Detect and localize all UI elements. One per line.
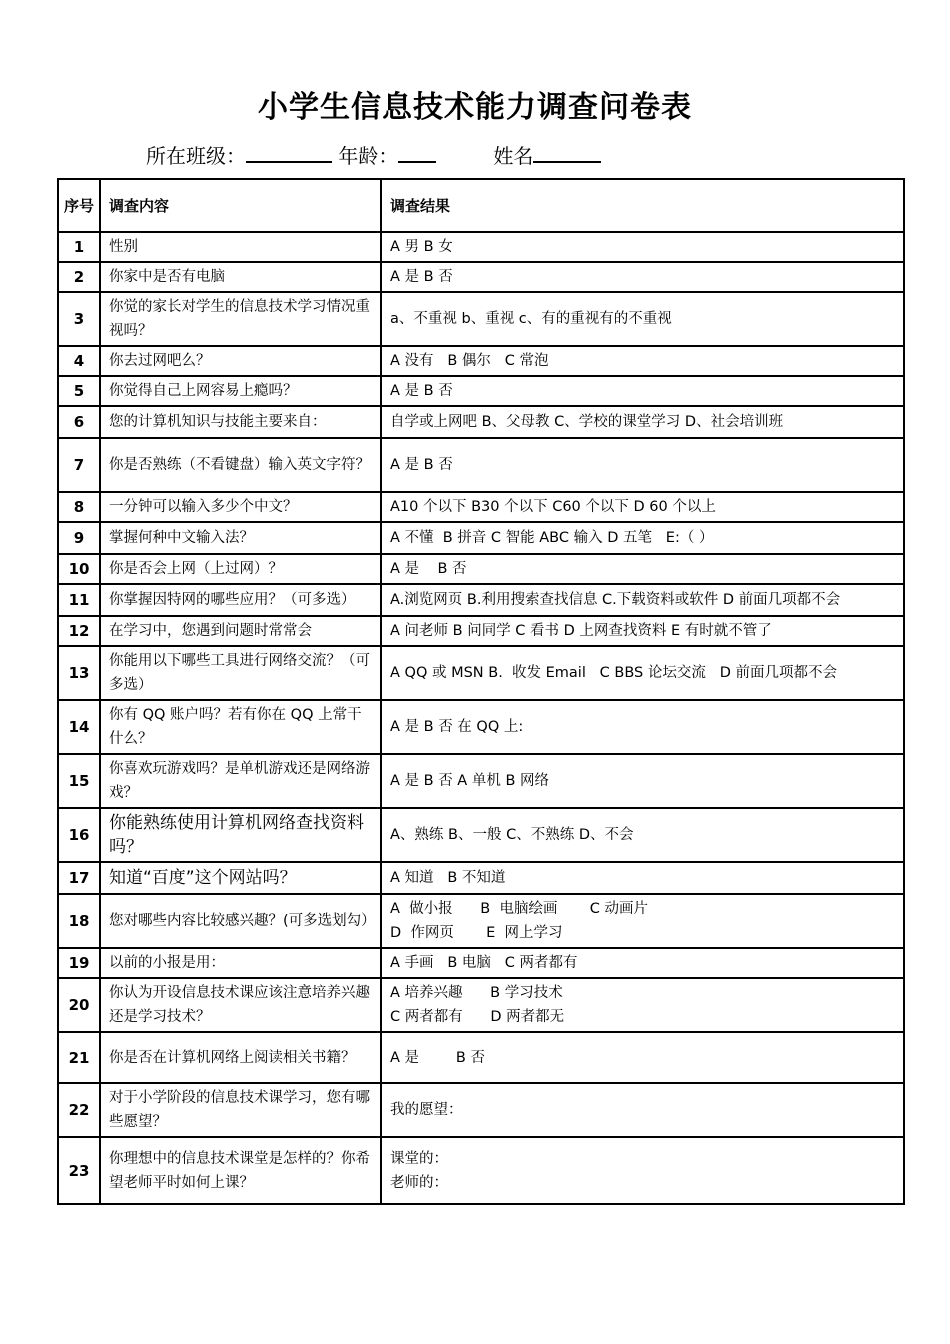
answer-cell[interactable]: a、不重视 b、重视 c、有的重视有的不重视 [381, 292, 904, 346]
table-row [58, 406, 904, 438]
row-number: 9 [58, 522, 100, 554]
row-number: 1 [58, 232, 100, 262]
question-cell: 你认为开设信息技术课应该注意培养兴趣还是学习技术？ [100, 978, 381, 1032]
row-number: 3 [58, 292, 100, 346]
question-cell: 你觉得自己上网容易上瘾吗？ [100, 376, 381, 406]
answer-line-1: A 培养兴趣 B 学习技术 [390, 985, 563, 1001]
answer-cell[interactable]: 自学或上网吧 B、父母教 C、学校的课堂学习 D、社会培训班 [381, 406, 904, 438]
row-number: 18 [58, 894, 100, 948]
row-number: 16 [58, 808, 100, 862]
table-row [58, 438, 904, 492]
answer-cell[interactable] [381, 894, 904, 948]
row-number: 15 [58, 754, 100, 808]
answer-cell[interactable]: A 是 B 否 [381, 1032, 904, 1083]
table-row [58, 346, 904, 376]
answer-cell[interactable]: A 是 B 否 [381, 262, 904, 292]
row-number: 10 [58, 554, 100, 584]
row-number: 12 [58, 616, 100, 646]
table-row [58, 492, 904, 522]
row-number: 14 [58, 700, 100, 754]
question-cell: 你去过网吧么？ [100, 346, 381, 376]
question-cell: 你是否在计算机网络上阅读相关书籍？ [100, 1032, 381, 1083]
question-cell: 对于小学阶段的信息技术课学习，您有哪些愿望？ [100, 1083, 381, 1137]
question-cell: 在学习中，您遇到问题时常常会 [100, 616, 381, 646]
question-cell: 您的计算机知识与技能主要来自： [100, 406, 381, 438]
question-cell: 你喜欢玩游戏吗？是单机游戏还是网络游戏？ [100, 754, 381, 808]
survey-table [57, 178, 905, 1205]
question-cell: 知道“百度”这个网站吗？ [100, 862, 381, 894]
row-number: 8 [58, 492, 100, 522]
question-cell: 你觉的家长对学生的信息技术学习情况重视吗？ [100, 292, 381, 346]
table-row [58, 584, 904, 616]
table-row [58, 1137, 904, 1204]
answer-line-2: C 两者都有 D 两者都无 [390, 1009, 565, 1025]
table-row [58, 862, 904, 894]
question-cell: 性别 [100, 232, 381, 262]
answer-cell[interactable] [381, 978, 904, 1032]
answer-cell[interactable]: A 没有 B 偶尔 C 常泡 [381, 346, 904, 376]
answer-cell[interactable]: A 是 B 否 A 单机 B 网络 [381, 754, 904, 808]
table-row [58, 1083, 904, 1137]
table-row [58, 262, 904, 292]
row-number: 21 [58, 1032, 100, 1083]
answer-cell[interactable]: A 男 B 女 [381, 232, 904, 262]
row-number: 23 [58, 1137, 100, 1204]
question-cell: 你有 QQ 账户吗？若有你在 QQ 上常干什么？ [100, 700, 381, 754]
answer-line-1: 课堂的： [390, 1150, 448, 1167]
header-content: 调查内容 [100, 179, 381, 232]
question-cell: 掌握何种中文输入法？ [100, 522, 381, 554]
table-row [58, 978, 904, 1032]
table-row [58, 376, 904, 406]
question-cell: 以前的小报是用： [100, 948, 381, 978]
answer-cell[interactable]: A 不懂 B 拼音 C 智能 ABC 输入 D 五笔 E:（ ） [381, 522, 904, 554]
table-row [58, 522, 904, 554]
question-cell: 你能熟练使用计算机网络查找资料吗？ [100, 808, 381, 862]
question-cell: 你家中是否有电脑 [100, 262, 381, 292]
answer-cell[interactable]: A、熟练 B、一般 C、不熟练 D、不会 [381, 808, 904, 862]
table-row [58, 554, 904, 584]
table-row [58, 1032, 904, 1083]
answer-cell[interactable]: A 问老师 B 问同学 C 看书 D 上网查找资料 E 有时就不管了 [381, 616, 904, 646]
table-row [58, 292, 904, 346]
answer-cell[interactable]: A.浏览网页 B.利用搜索查找信息 C.下载资料或软件 D 前面几项都不会 [381, 584, 904, 616]
question-cell: 一分钟可以输入多少个中文？ [100, 492, 381, 522]
row-number: 13 [58, 646, 100, 700]
name-blank[interactable] [533, 143, 601, 163]
answer-cell[interactable]: A 知道 B 不知道 [381, 862, 904, 894]
answer-cell[interactable]: A 是 B 否 [381, 554, 904, 584]
class-blank[interactable] [246, 143, 332, 163]
answer-cell[interactable]: A10 个以下 B30 个以下 C60 个以下 D 60 个以上 [381, 492, 904, 522]
row-number: 2 [58, 262, 100, 292]
table-row [58, 894, 904, 948]
page-title: 小学生信息技术能力调查问卷表 [258, 90, 692, 125]
class-label: 所在班级： [146, 144, 246, 168]
row-number: 11 [58, 584, 100, 616]
question-cell: 你是否熟练（不看键盘）输入英文字符？ [100, 438, 381, 492]
header-num: 序号 [58, 179, 100, 232]
name-label: 姓名 [493, 144, 534, 168]
answer-cell[interactable]: A 是 B 否 [381, 376, 904, 406]
table-row [58, 646, 904, 700]
row-number: 7 [58, 438, 100, 492]
row-number: 17 [58, 862, 100, 894]
row-number: 6 [58, 406, 100, 438]
table-row [58, 616, 904, 646]
answer-cell[interactable]: A QQ 或 MSN B. 收发 Email C BBS 论坛交流 D 前面几项都不会 [381, 646, 904, 700]
answer-line-2: 老师的： [390, 1174, 448, 1191]
question-cell: 你掌握因特网的哪些应用？（可多选） [100, 584, 381, 616]
answer-cell[interactable]: A 手画 B 电脑 C 两者都有 [381, 948, 904, 978]
answer-line-1: A 做小报 B 电脑绘画 C 动画片 [390, 901, 648, 917]
row-number: 22 [58, 1083, 100, 1137]
student-info-line [146, 140, 601, 169]
answer-cell[interactable]: A 是 B 否 在 QQ 上: [381, 700, 904, 754]
answer-cell[interactable]: 我的愿望： [381, 1083, 904, 1137]
answer-cell[interactable]: A 是 B 否 [381, 438, 904, 492]
question-cell: 你是否会上网（上过网）？ [100, 554, 381, 584]
table-row [58, 232, 904, 262]
table-row [58, 754, 904, 808]
header-result: 调查结果 [381, 179, 904, 232]
row-number: 20 [58, 978, 100, 1032]
age-label: 年龄： [338, 144, 399, 168]
question-cell: 你能用以下哪些工具进行网络交流？（可多选） [100, 646, 381, 700]
row-number: 5 [58, 376, 100, 406]
table-row [58, 948, 904, 978]
table-row [58, 700, 904, 754]
table-row [58, 808, 904, 862]
header-row [58, 179, 904, 232]
age-blank[interactable] [398, 143, 436, 163]
row-number: 4 [58, 346, 100, 376]
answer-line-2: D 作网页 E 网上学习 [390, 925, 563, 941]
question-cell: 你理想中的信息技术课堂是怎样的？你希望老师平时如何上课？ [100, 1137, 381, 1204]
answer-cell[interactable] [381, 1137, 904, 1204]
row-number: 19 [58, 948, 100, 978]
question-cell: 您对哪些内容比较感兴趣？(可多选划勾） [100, 894, 381, 948]
